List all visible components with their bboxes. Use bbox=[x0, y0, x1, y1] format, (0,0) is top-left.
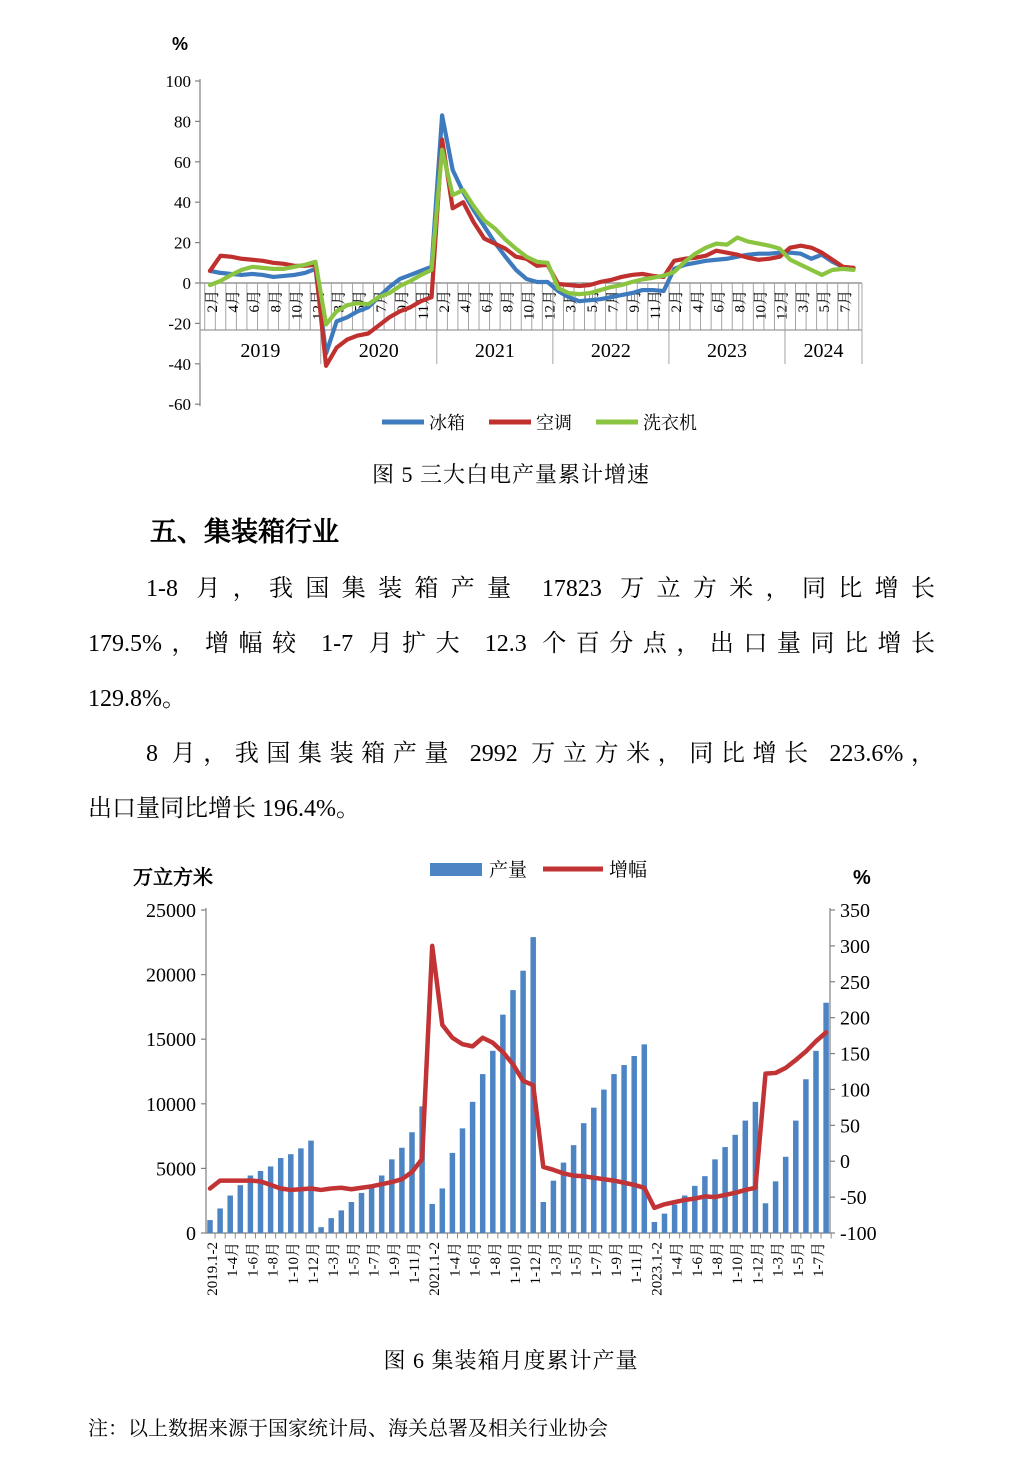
svg-text:10月: 10月 bbox=[289, 290, 306, 321]
bar bbox=[722, 1147, 728, 1233]
figure6-caption: 图 6 集装箱月度累计产量 bbox=[383, 1348, 639, 1373]
year-label: 2024 bbox=[803, 340, 844, 362]
svg-text:15000: 15000 bbox=[146, 1029, 196, 1052]
bar bbox=[732, 1135, 738, 1233]
year-label: 2022 bbox=[590, 340, 631, 362]
svg-text:-50: -50 bbox=[840, 1187, 867, 1210]
white-goods-growth-line-chart bbox=[120, 18, 910, 453]
svg-text:1-10月: 1-10月 bbox=[730, 1242, 747, 1285]
bar bbox=[470, 1102, 476, 1233]
svg-text:空调: 空调 bbox=[536, 413, 572, 433]
svg-text:12月: 12月 bbox=[310, 290, 327, 321]
bar bbox=[652, 1222, 658, 1233]
bar bbox=[702, 1176, 708, 1233]
svg-text:2019.1-2: 2019.1-2 bbox=[205, 1242, 221, 1296]
paragraph2-line2: 出口量同比增长 196.4%。 bbox=[88, 796, 360, 822]
figure5-chart bbox=[120, 18, 910, 458]
bar bbox=[369, 1185, 375, 1233]
svg-text:0: 0 bbox=[186, 1223, 196, 1245]
svg-text:9月: 9月 bbox=[394, 290, 411, 313]
svg-text:8月: 8月 bbox=[500, 290, 517, 313]
svg-text:300: 300 bbox=[840, 935, 870, 958]
svg-text:20: 20 bbox=[174, 233, 191, 253]
svg-text:0: 0 bbox=[840, 1151, 850, 1174]
svg-text:-100: -100 bbox=[840, 1223, 877, 1245]
paragraph1-line3: 129.8%。 bbox=[88, 686, 186, 712]
year-label: 2023 bbox=[706, 340, 747, 362]
svg-text:9月: 9月 bbox=[627, 290, 643, 313]
bar bbox=[692, 1186, 698, 1233]
bar bbox=[389, 1159, 395, 1233]
svg-text:2月: 2月 bbox=[669, 290, 686, 313]
bar bbox=[429, 1204, 435, 1233]
bar bbox=[591, 1108, 597, 1233]
svg-text:8月: 8月 bbox=[732, 290, 749, 313]
svg-text:2月: 2月 bbox=[205, 290, 221, 313]
svg-text:1-3月: 1-3月 bbox=[326, 1242, 343, 1277]
bar bbox=[318, 1227, 324, 1233]
svg-text:-60: -60 bbox=[168, 395, 191, 415]
svg-text:20000: 20000 bbox=[146, 964, 196, 987]
bar bbox=[763, 1203, 769, 1233]
svg-text:洗衣机: 洗衣机 bbox=[643, 413, 697, 433]
bar bbox=[551, 1181, 557, 1233]
svg-text:8月: 8月 bbox=[268, 290, 285, 313]
svg-text:-20: -20 bbox=[168, 314, 191, 334]
svg-text:100: 100 bbox=[840, 1079, 870, 1102]
svg-text:150: 150 bbox=[840, 1043, 870, 1066]
bar bbox=[238, 1185, 244, 1233]
bar bbox=[217, 1208, 223, 1233]
bar bbox=[601, 1090, 607, 1233]
svg-text:40: 40 bbox=[174, 193, 191, 213]
bar bbox=[813, 1051, 819, 1233]
fig5-legend bbox=[382, 413, 697, 433]
year-label: 2019 bbox=[240, 340, 281, 362]
svg-text:2月: 2月 bbox=[437, 290, 454, 313]
svg-text:7月: 7月 bbox=[373, 290, 390, 313]
svg-text:-40: -40 bbox=[168, 354, 191, 374]
svg-text:11月: 11月 bbox=[416, 290, 432, 320]
svg-text:60: 60 bbox=[174, 152, 191, 172]
svg-text:5000: 5000 bbox=[156, 1158, 196, 1181]
bar bbox=[490, 1051, 496, 1233]
bar bbox=[359, 1193, 365, 1233]
svg-text:2023.1-2: 2023.1-2 bbox=[649, 1242, 666, 1296]
svg-text:4月: 4月 bbox=[458, 290, 475, 313]
bar bbox=[248, 1176, 254, 1233]
svg-text:1-4月: 1-4月 bbox=[225, 1242, 242, 1277]
svg-text:4月: 4月 bbox=[690, 290, 707, 313]
bar bbox=[207, 1220, 213, 1233]
svg-text:250: 250 bbox=[840, 971, 870, 994]
svg-text:%: % bbox=[853, 867, 871, 889]
svg-text:12月: 12月 bbox=[542, 290, 559, 321]
bar bbox=[288, 1154, 294, 1233]
svg-text:1-8月: 1-8月 bbox=[710, 1242, 726, 1277]
svg-text:1-3月: 1-3月 bbox=[548, 1242, 565, 1277]
section-heading: 五、集装箱行业 bbox=[150, 517, 339, 547]
svg-text:冰箱: 冰箱 bbox=[429, 413, 465, 433]
bar bbox=[793, 1121, 799, 1233]
bar bbox=[268, 1166, 274, 1233]
bar bbox=[227, 1196, 233, 1233]
svg-text:12月: 12月 bbox=[774, 290, 791, 321]
svg-text:3月: 3月 bbox=[331, 290, 348, 313]
svg-text:5月: 5月 bbox=[584, 290, 601, 313]
svg-text:1-11月: 1-11月 bbox=[407, 1242, 423, 1284]
svg-text:6月: 6月 bbox=[479, 290, 496, 313]
bar bbox=[328, 1218, 334, 1233]
source-note: 注：以上数据来源于国家统计局、海关总署及相关行业协会 bbox=[88, 1418, 608, 1440]
paragraph1-line1: 1-8 月，我国集装箱产量 17823 万立方米，同比增长 bbox=[146, 576, 935, 602]
bar bbox=[672, 1205, 678, 1233]
svg-text:产量: 产量 bbox=[489, 860, 528, 881]
svg-text:25000: 25000 bbox=[146, 900, 196, 922]
svg-text:万立方米: 万立方米 bbox=[133, 867, 213, 889]
bar bbox=[823, 1003, 829, 1233]
svg-text:1-7月: 1-7月 bbox=[588, 1242, 605, 1277]
bar bbox=[662, 1214, 668, 1233]
fig5-axes bbox=[166, 34, 863, 414]
bar bbox=[480, 1074, 486, 1233]
svg-text:11月: 11月 bbox=[648, 290, 665, 320]
svg-text:1-12月: 1-12月 bbox=[528, 1242, 545, 1285]
svg-text:10000: 10000 bbox=[146, 1093, 196, 1116]
svg-text:1-8月: 1-8月 bbox=[487, 1242, 504, 1277]
svg-text:1-12月: 1-12月 bbox=[750, 1242, 767, 1285]
svg-text:1-8月: 1-8月 bbox=[265, 1242, 282, 1277]
svg-text:1-10月: 1-10月 bbox=[285, 1242, 302, 1285]
paragraph2-line1: 8 月，我国集装箱产量 2992 万立方米，同比增长 223.6%， bbox=[146, 741, 935, 767]
svg-text:200: 200 bbox=[840, 1007, 870, 1030]
bar bbox=[278, 1158, 284, 1233]
svg-text:增幅: 增幅 bbox=[609, 860, 648, 881]
svg-text:1-6月: 1-6月 bbox=[689, 1242, 706, 1277]
bar bbox=[571, 1145, 577, 1233]
svg-text:%: % bbox=[172, 34, 189, 54]
svg-text:6月: 6月 bbox=[247, 290, 264, 313]
svg-text:10月: 10月 bbox=[753, 290, 770, 321]
svg-text:3月: 3月 bbox=[563, 290, 580, 313]
bar bbox=[642, 1044, 648, 1233]
svg-text:6月: 6月 bbox=[711, 290, 728, 313]
svg-text:10月: 10月 bbox=[521, 290, 538, 321]
figure6-chart bbox=[95, 850, 910, 1360]
bar bbox=[450, 1153, 456, 1233]
bar bbox=[460, 1128, 466, 1233]
svg-text:1-4月: 1-4月 bbox=[447, 1242, 464, 1277]
svg-text:50: 50 bbox=[840, 1115, 860, 1138]
svg-text:4月: 4月 bbox=[226, 290, 243, 313]
svg-text:1-5月: 1-5月 bbox=[790, 1242, 807, 1277]
bar bbox=[743, 1121, 749, 1233]
svg-text:3月: 3月 bbox=[795, 290, 812, 313]
bar bbox=[803, 1079, 809, 1233]
bar bbox=[631, 1056, 637, 1233]
svg-text:1-7月: 1-7月 bbox=[366, 1242, 383, 1277]
bar bbox=[440, 1188, 446, 1233]
svg-text:5月: 5月 bbox=[352, 290, 369, 313]
body-paragraphs bbox=[88, 562, 935, 837]
bar bbox=[399, 1148, 405, 1233]
svg-text:5月: 5月 bbox=[816, 290, 833, 313]
svg-text:1-6月: 1-6月 bbox=[467, 1242, 484, 1277]
svg-text:7月: 7月 bbox=[838, 290, 854, 313]
bar bbox=[349, 1202, 355, 1233]
year-label: 2021 bbox=[474, 340, 515, 362]
svg-text:7月: 7月 bbox=[605, 290, 622, 313]
svg-text:1-12月: 1-12月 bbox=[306, 1242, 322, 1285]
bar bbox=[611, 1074, 617, 1233]
svg-text:2021.1-2: 2021.1-2 bbox=[427, 1242, 444, 1296]
svg-text:1-9月: 1-9月 bbox=[386, 1242, 403, 1277]
svg-text:1-6月: 1-6月 bbox=[245, 1242, 262, 1277]
svg-text:1-3月: 1-3月 bbox=[770, 1242, 787, 1277]
bar bbox=[541, 1202, 547, 1233]
svg-text:350: 350 bbox=[840, 900, 870, 922]
svg-text:1-5月: 1-5月 bbox=[568, 1242, 585, 1277]
bar bbox=[783, 1157, 789, 1233]
bar bbox=[773, 1181, 779, 1233]
bar bbox=[520, 971, 526, 1233]
svg-text:1-11月: 1-11月 bbox=[629, 1242, 646, 1284]
svg-text:80: 80 bbox=[174, 112, 191, 132]
bar bbox=[339, 1210, 345, 1233]
paragraph1-line2: 179.5%，增幅较 1-7 月扩大 12.3 个百分点，出口量同比增长 bbox=[88, 631, 935, 657]
bar bbox=[510, 990, 516, 1233]
container-output-bar-line-chart bbox=[95, 850, 910, 1355]
svg-text:0: 0 bbox=[182, 274, 191, 293]
bar bbox=[621, 1065, 627, 1233]
svg-text:1-4月: 1-4月 bbox=[669, 1242, 686, 1277]
svg-text:100: 100 bbox=[165, 72, 191, 91]
bar bbox=[409, 1132, 415, 1233]
svg-text:1-10月: 1-10月 bbox=[508, 1242, 524, 1285]
svg-text:1-5月: 1-5月 bbox=[346, 1242, 363, 1277]
svg-text:1-7月: 1-7月 bbox=[811, 1242, 827, 1277]
figure5-caption: 图 5 三大白电产量累计增速 bbox=[371, 462, 650, 487]
svg-text:1-9月: 1-9月 bbox=[609, 1242, 625, 1277]
year-label: 2020 bbox=[358, 340, 399, 362]
fig6-legend bbox=[430, 859, 647, 881]
